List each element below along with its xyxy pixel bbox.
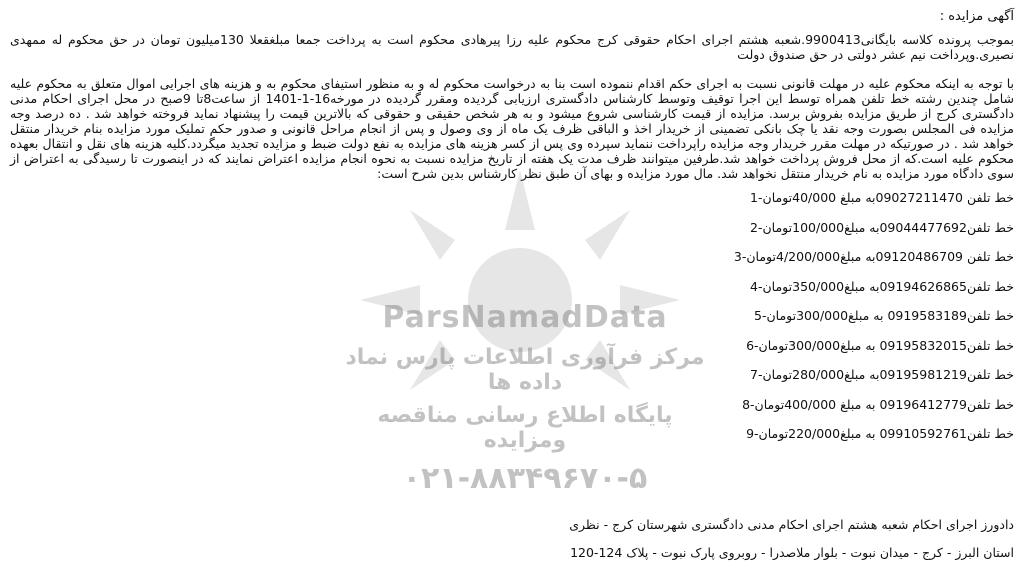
list-item: خط تلفن09194626865به مبلغ350/000تومان-4 [750, 278, 1014, 294]
watermark-line2: پایگاه اطلاع رسانی مناقصه ومزایده [377, 403, 673, 453]
list-item: خط تلفن0919583189 به مبلغ300/000تومان-5 [754, 308, 1014, 323]
officer-signature-line: دادورز اجرای احکام شعبه هشتم اجرای احکام مدنی دادگستری شهرستان کرج - نظری [569, 517, 1014, 532]
list-item: خط تلفن09044477692به مبلغ100/000تومان-2 [750, 219, 1014, 235]
list-item: خط تلفن09195981219به مبلغ280/000تومان-7 [750, 367, 1014, 382]
watermark-line1: مرکز فرآوری اطلاعات پارس نماد داده ها [345, 345, 705, 395]
watermark-phone: ۰۲۱-۸۸۳۴۹۶۷۰-۵ [402, 461, 648, 496]
auction-terms-paragraph: با توجه به اینکه محکوم علیه در مهلت قانونی نسبت به اجرای حکم اقدام ننموده است بنا به درخواست محکوم له و به منظور استیفای محکوم به و هزینه های اجرایی اموال متعلق به محکوم علیه شامل چندین رشته خط تلفن همراه توسط این اجرا توقیف وتوسط کارشناس دادگستری ارزیابی گردیده ومقرر گردیده در مورخه16-1-1401 از ساعت8تا 9صبح در محل اجرای احکام مدنی دادگستری کرج از طریق مزایده بفروش برسد. مزایده از قیمت کارشناسی شروع میشود و به هر شخص حقیقی و حقوقی که بالاترین قیمت را پیشنهاد نماید فروخته خواهد شد . ده درصد وجه مزایده فی المجلس بصورت وجه نقد یا چک بانکی تضمینی از خریدار اخذ و الباقی ظرف یک ماه از وی وصول و پس از انجام مراحل قانونی و صدور حکم تملیک مورد مزایده بنام خریدار منتقل خواهد شد . در صورتیکه در مهلت مقرر خریدار وجه مزایده راپرداخت ننماید سپرده وی پس از کسر هزینه های مزایده به نفع دولت ضبط و مزایده تجدید میگردد.کلیه هزینه های نقل و انتقال بعهده محکوم علیه است.که از محل فروش پرداخت خواهد شد.طرفین میتوانند ظرف مدت یک هفته از تاریخ مزایده نسبت به نحوه انجام مزایده اعتراض نمایند که در اینصورت تا رسیدگی به اعتراض از سوی دادگاه مورد مزایده به نام خریدار منتقل نخواهد شد. مال مورد مزایده و بهای آن طبق نظر کارشناس بدین شرح است: [10, 76, 1014, 181]
list-item: خط تلفن 09027211470به مبلغ 40/000تومان-1 [750, 190, 1014, 205]
case-paragraph: بموجب پرونده کلاسه بایگانی9900413.شعبه هشتم اجرای احکام حقوقی کرج محکوم علیه رزا پیرهادی محکوم است به پرداخت جمعا مبلغقعلا 130میلیون تومان در حق محکوم له ممهدی نصیری.وپرداخت نیم عشر دولتی در حق صندوق دولت [10, 32, 1015, 62]
list-item: خط تلفن09195832015 به مبلغ300/000تومان-6 [746, 337, 1014, 353]
list-item: خط تلفن09196412779 به مبلغ 400/000تومان-8 [742, 396, 1014, 412]
notice-title: آگهی مزایده : [939, 9, 1014, 24]
list-item: خط تلفن 09120486709به مبلغ4/200/000تومان-3 [733, 249, 1014, 264]
list-item: خط تلفن09910592761 به مبلغ220/000تومان-9 [746, 426, 1014, 441]
watermark-brand: ParsNamadData [382, 300, 668, 335]
office-address: استان البرز - کرج - میدان نبوت - بلوار ملاصدرا - روبروی پارک نبوت - پلاک 124-120 [570, 545, 1014, 560]
auction-items-list [10, 189, 1014, 455]
